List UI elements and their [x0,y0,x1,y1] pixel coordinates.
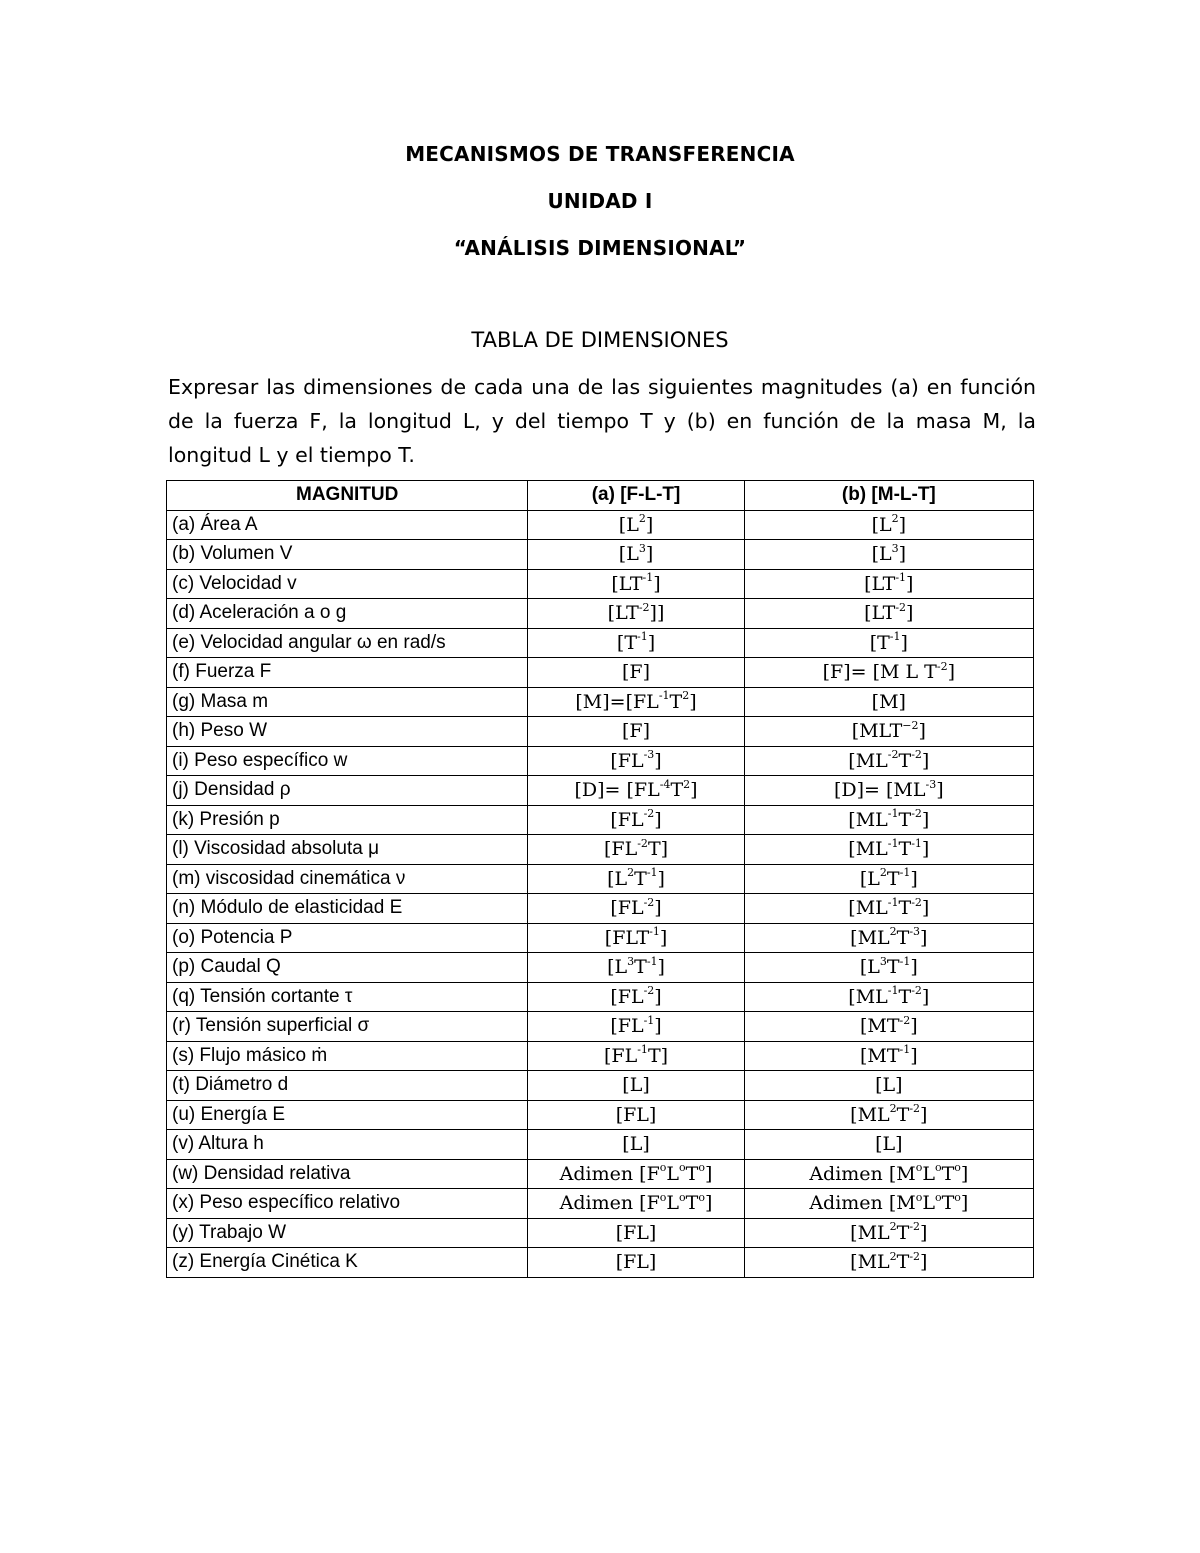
flt-dimension-cell: [L] [528,1130,744,1160]
magnitude-cell: (s) Flujo másico ṁ [167,1041,528,1071]
mlt-dimension-cell: $[ML^{-2}T^{-2}]$ [744,746,1033,776]
magnitude-cell: (e) Velocidad angular ω en rad/s [167,628,528,658]
unit-title: UNIDAD I [547,189,653,213]
flt-dimension-cell: $[FL^{-2}]$ [528,982,744,1012]
magnitude-cell: (f) Fuerza F [167,658,528,688]
table-row [167,687,1034,717]
flt-dimension-cell: [FL] [528,1248,744,1278]
table-row [167,1041,1034,1071]
flt-dimension-cell: $[LT^{-1}]$ [528,569,744,599]
flt-dimension-cell: $[FL^{-2}]$ [528,805,744,835]
mlt-dimension-cell: $[L^3T^{-1}]$ [744,953,1033,983]
flt-dimension-cell: $[FL^{-1}T]$ [528,1041,744,1071]
mlt-dimension-cell: Adimen $[M^oL^oT^o]$ [744,1189,1033,1219]
table-row [167,982,1034,1012]
magnitude-cell: (v) Altura h [167,1130,528,1160]
table-row [167,1071,1034,1101]
mlt-dimension-cell: Adimen $[M^oL^oT^o]$ [744,1159,1033,1189]
magnitude-cell: (u) Energía E [167,1100,528,1130]
flt-dimension-cell: $[L^2]$ [528,510,744,540]
flt-dimension-cell: Adimen $[F^oL^oT^o]$ [528,1189,744,1219]
mlt-dimension-cell: [M] [744,687,1033,717]
table-row [167,717,1034,747]
flt-dimension-cell: $[D]= [FL^{-4}T^2]$ [528,776,744,806]
magnitude-cell: (g) Masa m [167,687,528,717]
flt-dimension-cell: $[FL^{-3}]$ [528,746,744,776]
magnitude-cell: (i) Peso específico w [167,746,528,776]
magnitude-cell: (c) Velocidad v [167,569,528,599]
mlt-dimension-cell: $[LT^{-2}]$ [744,599,1033,629]
magnitude-cell: (w) Densidad relativa [167,1159,528,1189]
flt-dimension-cell: $[FLT^{-1}]$ [528,923,744,953]
magnitude-cell: (n) Módulo de elasticidad E [167,894,528,924]
table-row [167,540,1034,570]
table-row [167,599,1034,629]
dimensions-table [166,480,1034,1278]
table-row [167,1159,1034,1189]
mlt-dimension-cell: $[MLT^{-2}]$ [744,717,1033,747]
flt-dimension-cell: [FL] [528,1100,744,1130]
table-row [167,1130,1034,1160]
mlt-dimension-cell: $[ML^2T^{-2}]$ [744,1248,1033,1278]
flt-dimension-cell: $[L^2T^{-1}]$ [528,864,744,894]
table-header-row [167,481,1034,511]
table-row [167,776,1034,806]
mlt-dimension-cell: $[ML^2T^{-2}]$ [744,1218,1033,1248]
header-mlt: (b) [M-L-T] [744,481,1033,511]
mlt-dimension-cell: [L] [744,1071,1033,1101]
table-row [167,923,1034,953]
magnitude-cell: (b) Volumen V [167,540,528,570]
flt-dimension-cell: [F] [528,658,744,688]
magnitude-cell: (h) Peso W [167,717,528,747]
magnitude-cell: (k) Presión p [167,805,528,835]
table-row [167,1248,1034,1278]
flt-dimension-cell: Adimen $[F^oL^oT^o]$ [528,1159,744,1189]
mlt-dimension-cell: $[D]= [ML^{-3}]$ [744,776,1033,806]
magnitude-cell: (m) viscosidad cinemática ν [167,864,528,894]
mlt-dimension-cell: $[T^{-1}]$ [744,628,1033,658]
header-flt: (a) [F-L-T] [528,481,744,511]
flt-dimension-cell: $[FL^{-2}]$ [528,894,744,924]
flt-dimension-cell: $[FL^{-1}]$ [528,1012,744,1042]
magnitude-cell: (z) Energía Cinética K [167,1248,528,1278]
flt-dimension-cell: [L] [528,1071,744,1101]
mlt-dimension-cell: $[ML^{-1}T^{-1}]$ [744,835,1033,865]
mlt-dimension-cell: $[L^2T^{-1}]$ [744,864,1033,894]
topic-title: “ANÁLISIS DIMENSIONAL” [453,236,747,260]
magnitude-cell: (o) Potencia P [167,923,528,953]
flt-dimension-cell: $[L^3]$ [528,540,744,570]
table-body [167,510,1034,1277]
header-magnitude: MAGNITUD [167,481,528,511]
table-row [167,1100,1034,1130]
intro-paragraph: Expresar las dimensiones de cada una de las siguientes magnitudes (a) en función de la fuerza F, la longitud L, y del tiempo T y (b) en función de la masa M, la longitud L y el tiempo T. [168,375,1036,467]
mlt-dimension-cell: $[ML^2T^{-2}]$ [744,1100,1033,1130]
flt-dimension-cell: $[LT^{-2}]$] [528,599,744,629]
table-row [167,1012,1034,1042]
table-row [167,510,1034,540]
table-title: TABLA DE DIMENSIONES [471,328,729,352]
magnitude-cell: (q) Tensión cortante τ [167,982,528,1012]
table-row [167,864,1034,894]
table-row [167,569,1034,599]
mlt-dimension-cell: $[ML^{-1}T^{-2}]$ [744,805,1033,835]
magnitude-cell: (r) Tensión superficial σ [167,1012,528,1042]
table-row [167,805,1034,835]
table-row [167,953,1034,983]
magnitude-cell: (a) Área A [167,510,528,540]
magnitude-cell: (t) Diámetro d [167,1071,528,1101]
magnitude-cell: (x) Peso específico relativo [167,1189,528,1219]
flt-dimension-cell: $[L^3T^{-1}]$ [528,953,744,983]
flt-dimension-cell: [FL] [528,1218,744,1248]
magnitude-cell: (p) Caudal Q [167,953,528,983]
table-row [167,835,1034,865]
magnitude-cell: (j) Densidad ρ [167,776,528,806]
flt-dimension-cell: $[T^{-1}]$ [528,628,744,658]
mlt-dimension-cell: [F]= [M L $T^{-2}$] [744,658,1033,688]
magnitude-cell: (l) Viscosidad absoluta μ [167,835,528,865]
magnitude-cell: (d) Aceleración a o g [167,599,528,629]
table-row [167,658,1034,688]
mlt-dimension-cell: $[LT^{-1}]$ [744,569,1033,599]
table-row [167,1218,1034,1248]
mlt-dimension-cell: $[ML^{-1}T^{-2}]$ [744,982,1033,1012]
mlt-dimension-cell: $[MT^{-2}]$ [744,1012,1033,1042]
mlt-dimension-cell: $[MT^{-1}]$ [744,1041,1033,1071]
table-row [167,628,1034,658]
mlt-dimension-cell: [L] [744,1130,1033,1160]
table-row [167,894,1034,924]
mlt-dimension-cell: $[ML^{-1}T^{-2}]$ [744,894,1033,924]
course-title: MECANISMOS DE TRANSFERENCIA [405,142,795,166]
mlt-dimension-cell: $[L^3]$ [744,540,1033,570]
table-row [167,746,1034,776]
mlt-dimension-cell: $[ML^2T^{-3}]$ [744,923,1033,953]
mlt-dimension-cell: $[L^2]$ [744,510,1033,540]
table-row [167,1189,1034,1219]
flt-dimension-cell: [F] [528,717,744,747]
flt-dimension-cell: $[M]=[FL^{-1}T^2]$ [528,687,744,717]
magnitude-cell: (y) Trabajo W [167,1218,528,1248]
flt-dimension-cell: $[FL^{-2}T]$ [528,835,744,865]
